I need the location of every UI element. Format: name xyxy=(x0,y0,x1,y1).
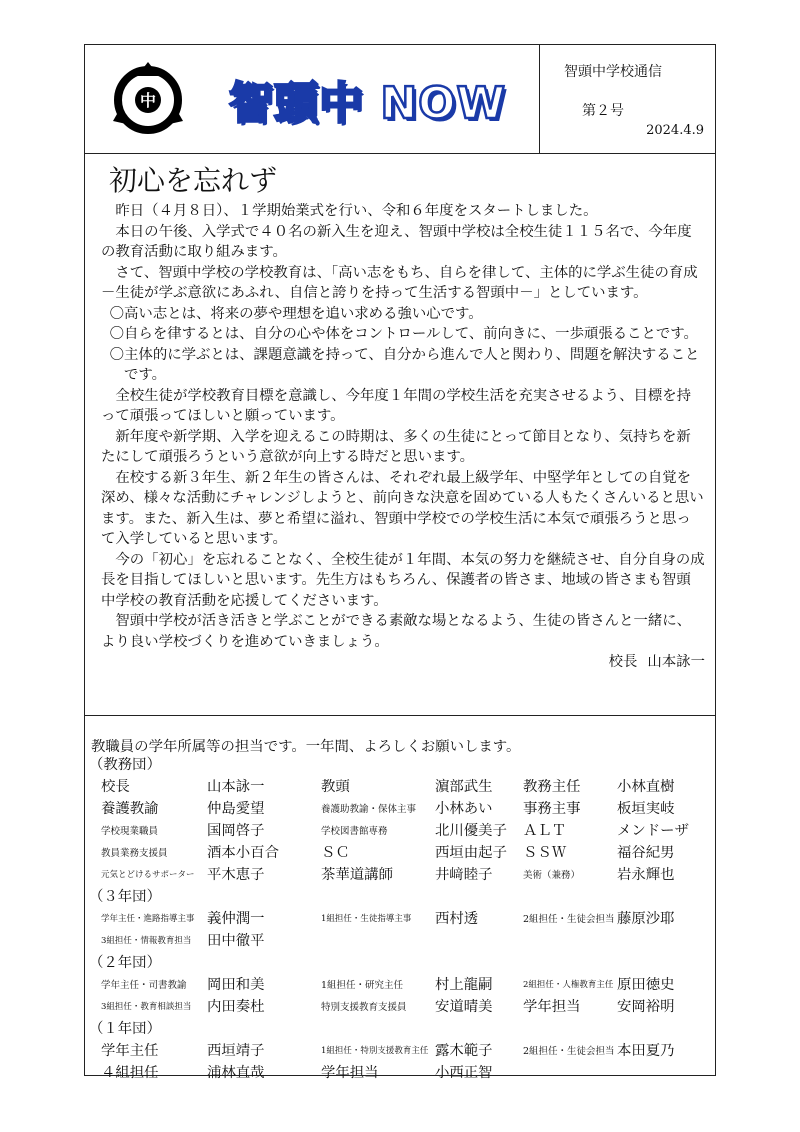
staff-role: 学年担当 xyxy=(523,999,581,1015)
staff-name: 西垣靖子 xyxy=(207,1043,265,1059)
staff-row xyxy=(85,797,715,819)
staff-name: 井﨑睦子 xyxy=(435,867,493,883)
issue-date: 2024.4.9 xyxy=(646,123,704,138)
staff-role: 2組担任・人権教育主任 xyxy=(523,980,614,990)
group-heading: （３年団） xyxy=(89,889,161,905)
staff-row xyxy=(85,995,715,1017)
staff-name: 西村透 xyxy=(435,911,479,927)
staff-role: ＡＬＴ xyxy=(523,823,567,839)
signature xyxy=(101,652,705,673)
staff-row xyxy=(85,973,715,995)
school-emblem-icon xyxy=(107,59,189,141)
staff-role: 茶華道講師 xyxy=(321,867,393,883)
staff-role: ４組担任 xyxy=(101,1065,159,1081)
staff-role: 学年主任 xyxy=(101,1043,159,1059)
signature-name: 山本詠一 xyxy=(647,654,705,670)
staff-row xyxy=(85,863,715,885)
staff-name: 田中徹平 xyxy=(207,933,265,949)
staff-name: 原田徳史 xyxy=(617,977,675,993)
article-body xyxy=(101,201,705,673)
article-title: 初心を忘れず xyxy=(109,164,278,197)
staff-role: 事務主事 xyxy=(523,801,581,817)
staff-role: 学年主任・進路指導主事 xyxy=(101,914,195,924)
staff-name: 北川優美子 xyxy=(435,823,507,839)
staff-name: 小林直樹 xyxy=(617,779,675,795)
staff-name: 国岡啓子 xyxy=(207,823,265,839)
staff-role: ＳＳＷ xyxy=(523,845,567,861)
staff-role: 校長 xyxy=(101,779,130,795)
staff-role: 特別支援教育支援員 xyxy=(321,1002,407,1013)
paragraph: 全校生徒が学校教育目標を意識し、今年度１年間の学校生活を充実させるよう、目標を持って頑張ってほしいと願っています。 xyxy=(101,387,692,424)
paragraph: 昨日（４月８日）、１学期始業式を行い、令和６年度をスタートしました。 xyxy=(115,203,598,219)
staff-name: 安道晴美 xyxy=(435,999,493,1015)
paragraph: 今の「初心」を忘れることなく、全校生徒が１年間、本気の努力を継続させ、自分自身の成長を目指してほしいと思います。先生方はもちろん、保護者の皆さま、地域の皆さまも智頭中学校の教育活動を応援してくださいます。 xyxy=(101,551,705,609)
group-heading: （教務団） xyxy=(89,757,161,773)
emblem-text: 中 xyxy=(139,91,157,110)
staff-name: メンドーザ xyxy=(617,823,689,839)
staff-name: 小林あい xyxy=(435,801,493,817)
issue-info-box xyxy=(539,45,716,153)
paragraph: 本日の午後、入学式で４０名の新入生を迎え、智頭中学校は全校生徒１１５名で、今年度の教育活動に取り組みます。 xyxy=(101,223,692,260)
goal-bullet: 〇高い志とは、将来の夢や理想を追い求める強い心です。 xyxy=(109,305,483,322)
staff-role: 美術（兼務） xyxy=(523,870,581,881)
staff-role: 教員業務支援員 xyxy=(101,848,168,859)
paragraph: 在校する新３年生、新２年生の皆さんは、それぞれ最上級学年、中堅学年としての自覚を深め、様々な活動にチャレンジしようと、前向きな決意を固めている人もたくさんいると思います。また、新入生は、夢と希望に溢れ、智頭中学校での学校生活に本気で頑張ろうと思って入学していると思います。 xyxy=(101,469,704,547)
staff-name: 小西正智 xyxy=(435,1065,493,1081)
staff-role: 養護助教諭・保体主事 xyxy=(321,804,417,815)
staff-name: 露木範子 xyxy=(435,1043,493,1059)
staff-row xyxy=(85,819,715,841)
staff-name: 山本詠一 xyxy=(207,779,265,795)
staff-role: 養護教諭 xyxy=(101,801,159,817)
staff-name: 義仲潤一 xyxy=(207,911,265,927)
publication-name: 智頭中学校通信 xyxy=(564,64,662,80)
staff-name: 内田奏杜 xyxy=(207,999,265,1015)
staff-name: 板垣実岐 xyxy=(617,801,675,817)
staff-name: 本田夏乃 xyxy=(617,1043,675,1059)
goal-bullet: 〇主体的に学ぶとは、課題意識を持って、自分から進んで人と関わり、問題を解決することです。 xyxy=(109,346,700,383)
staff-row xyxy=(85,1039,715,1061)
staff-row xyxy=(85,907,715,929)
staff-role: 2組担任・生徒会担当 xyxy=(523,1046,615,1057)
newsletter-frame xyxy=(84,44,716,1081)
staff-intro: 教職員の学年所属等の担当です。一年間、よろしくお願いします。 xyxy=(91,739,521,755)
staff-name: 濵部武生 xyxy=(435,779,493,795)
staff-role: 1組担任・研究主任 xyxy=(321,980,404,991)
signature-role: 校長 xyxy=(608,654,638,670)
goal-bullet: 〇自らを律するとは、自分の心や体をコントロールして、前向きに、一歩頑張ることです。 xyxy=(109,326,698,342)
staff-role: 3組担任・教育相談担当 xyxy=(101,1002,192,1012)
staff-role: 教頭 xyxy=(321,779,350,795)
staff-name: 福谷紀男 xyxy=(617,845,675,861)
paragraph: 智頭中学校が活き活きと学ぶことができる素敵な場となるよう、生徒の皆さんと一緒に、より良い学校づくりを進めていきましょう。 xyxy=(101,613,692,650)
principal-article xyxy=(85,153,715,716)
staff-role: 1組担任・生徒指導主事 xyxy=(321,914,412,924)
newsletter-title: 智頭中 NOW xyxy=(229,78,507,129)
staff-name: 仲島愛望 xyxy=(207,801,265,817)
staff-name: 岩永輝也 xyxy=(617,867,675,883)
staff-role: 教務主任 xyxy=(523,779,581,795)
staff-name: 酒本小百合 xyxy=(207,845,279,861)
staff-assignments xyxy=(85,715,715,1081)
staff-row xyxy=(85,775,715,797)
staff-role: 元気とどけるサポーター xyxy=(101,870,195,880)
staff-role: 1組担任・特別支援教育主任 xyxy=(321,1046,429,1056)
staff-row xyxy=(85,1061,715,1083)
staff-name: 平木恵子 xyxy=(207,867,265,883)
staff-name: 岡田和美 xyxy=(207,977,265,993)
staff-name: 浦林直哉 xyxy=(207,1065,265,1081)
staff-name: 安岡裕明 xyxy=(617,999,675,1015)
issue-number: 第２号 xyxy=(582,103,624,119)
group-heading: （１年団） xyxy=(89,1021,161,1037)
staff-role: 2組担任・生徒会担当 xyxy=(523,914,615,925)
paragraph: さて、智頭中学校の学校教育は、「高い志をもち、自らを律して、主体的に学ぶ生徒の育成－生徒が学ぶ意欲にあふれ、自信と誇りを持って生活する智頭中－」としています。 xyxy=(101,264,698,301)
staff-row xyxy=(85,841,715,863)
staff-name: 村上龍嗣 xyxy=(435,977,493,993)
staff-role: 学年担当 xyxy=(321,1065,379,1081)
staff-row xyxy=(85,929,715,951)
staff-role: ＳＣ xyxy=(321,845,350,861)
staff-role: 3組担任・情報教育担当 xyxy=(101,936,192,946)
staff-role: 学年主任・司書教諭 xyxy=(101,980,187,991)
staff-name: 西垣由起子 xyxy=(435,845,507,861)
masthead xyxy=(85,45,715,154)
staff-role: 学校現業職員 xyxy=(101,826,159,837)
staff-role: 学校図書館専務 xyxy=(321,826,388,837)
staff-name: 藤原沙耶 xyxy=(617,911,675,927)
group-heading: （２年団） xyxy=(89,955,161,971)
paragraph: 新年度や新学期、入学を迎えるこの時期は、多くの生徒にとって節目となり、気持ちを新たにして頑張ろうという意欲が向上する時だと思います。 xyxy=(101,428,691,465)
